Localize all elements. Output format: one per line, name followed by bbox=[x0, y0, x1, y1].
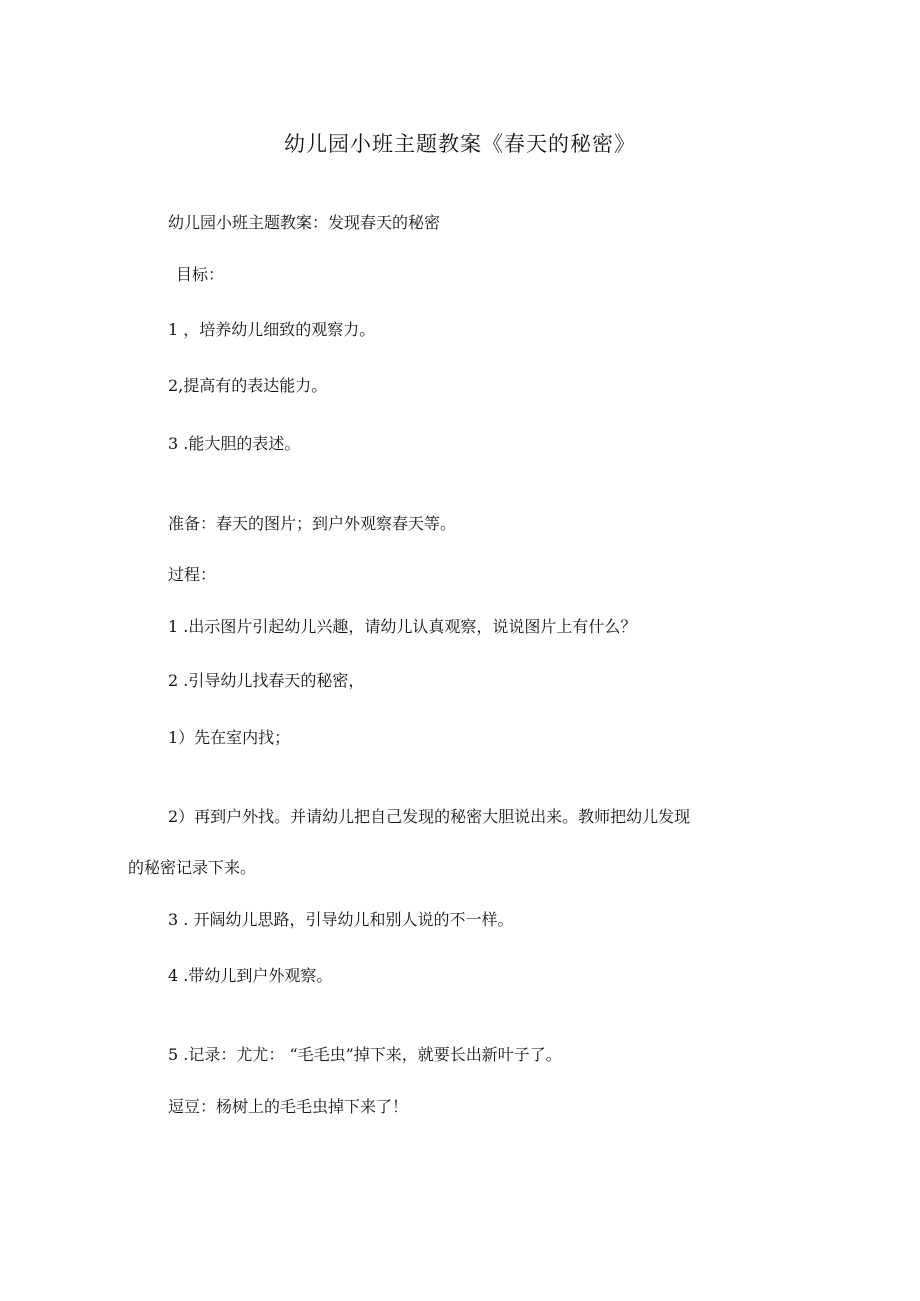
goal-item: 3 .能大胆的表述。 bbox=[168, 434, 301, 453]
process-item: 5 .记录：尤尤： “毛毛虫”掉下来，就要长出新叶子了。 bbox=[168, 1045, 562, 1064]
process-item: 2 .引导幼儿找春天的秘密， bbox=[168, 671, 365, 690]
process-subitem: 2）再到户外找。并请幼儿把自己发现的秘密大胆说出来。教师把幼儿发现 bbox=[168, 807, 691, 826]
goal-item: 2,提高有的表达能力。 bbox=[168, 376, 328, 395]
process-heading: 过程： bbox=[168, 565, 217, 584]
process-subitem: 1）先在室内找； bbox=[168, 728, 291, 747]
goals-heading: 目标： bbox=[176, 265, 225, 284]
goal-item: 1 ，培养幼儿细致的观察力。 bbox=[168, 320, 376, 339]
subtitle: 幼儿园小班主题教案：发现春天的秘密 bbox=[168, 213, 441, 232]
process-item: 1 .出示图片引起幼儿兴趣，请幼儿认真观察，说说图片上有什么？ bbox=[168, 617, 637, 636]
preparation-line: 准备：春天的图片；到户外观察春天等。 bbox=[168, 514, 457, 533]
record-line: 逗豆：杨树上的毛毛虫掉下来了！ bbox=[168, 1097, 409, 1116]
document-title: 幼儿园小班主题教案《春天的秘密》 bbox=[284, 132, 636, 156]
process-item: 4 .带幼儿到户外观察。 bbox=[168, 966, 333, 985]
process-subitem-continued: 的秘密记录下来。 bbox=[128, 858, 257, 877]
process-item: 3 . 开阔幼儿思路，引导幼儿和别人说的不一样。 bbox=[168, 910, 514, 929]
